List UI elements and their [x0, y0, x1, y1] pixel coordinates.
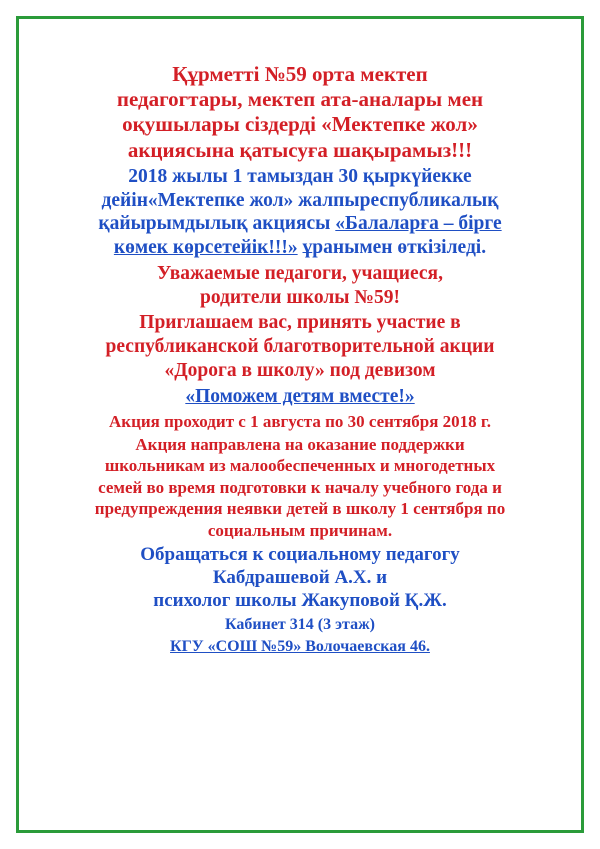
kk-period-line-3-underlined: «Балаларға – бірге	[335, 213, 502, 235]
ru-motto: «Поможем детям вместе!»	[185, 385, 415, 407]
contact-line-3: психолог школы Жакуповой Қ.Ж.	[153, 590, 447, 612]
address-line	[46, 637, 554, 658]
ru-desc-line-4: предупреждения неявки детей в школу 1 сентября по	[94, 499, 506, 519]
kazakh-period-paragraph	[46, 165, 554, 260]
ru-address-line-1: Уважаемые педагоги, учащиеся,	[157, 262, 443, 284]
motto-line	[46, 385, 554, 409]
kk-invite-line-4: акциясына қатысуға шақырамыз!!!	[127, 137, 473, 162]
ru-invite-line-2: республиканской благотворительной акции	[105, 336, 495, 358]
kk-invite-line-2: педагогтары, мектеп ата-аналары мен	[116, 87, 484, 112]
contact-paragraph	[46, 543, 554, 613]
ru-invite-line-1: Приглашаем вас, принять участие в	[139, 312, 461, 334]
kk-period-line-4-underlined: көмек көрсетейік!!!»	[113, 237, 298, 259]
kk-period-line-4	[46, 236, 554, 260]
russian-invitation-paragraph	[46, 311, 554, 382]
kk-period-line-1: 2018 жылы 1 тамыздан 30 қыркүйекке	[128, 165, 472, 187]
kk-period-line-4-plain: ұранымен өткізіледі.	[297, 237, 487, 259]
poster-content	[14, 18, 586, 680]
kk-period-line-2: дейін«Мектепке жол» жалпыреспубликалық	[101, 189, 499, 211]
russian-description-paragraph	[46, 434, 554, 541]
ru-period: Акция проходит с 1 августа по 30 сентября 2018 г.	[109, 411, 491, 431]
russian-period-line	[46, 411, 554, 432]
ru-desc-line-1: Акция направлена на оказание поддержки	[135, 434, 465, 454]
ru-invite-line-3: «Дорога в школу» под девизом	[164, 360, 436, 381]
russian-address-paragraph	[46, 262, 554, 310]
contact-line-1: Обращаться к социальному педагогу	[140, 544, 460, 565]
kk-period-line-3	[46, 212, 554, 236]
ru-address-line-2: родители школы №59!	[200, 286, 400, 308]
contact-line-2: Кабдрашевой А.Х. и	[212, 567, 388, 589]
kk-period-line-3-plain: қайырымдылық акциясы	[98, 213, 336, 235]
ru-desc-line-3: семей во время подготовки к началу учебного года и	[98, 477, 502, 497]
contact-address: КГУ «СОШ №59» Волочаевская 46.	[170, 638, 430, 656]
office-line	[46, 615, 554, 636]
ru-desc-line-2: школьникам из малообеспеченных и многодетных	[104, 456, 496, 476]
kk-invite-line-3: оқушылары сіздерді «Мектепке жол»	[122, 112, 478, 137]
contact-office: Кабинет 314 (3 этаж)	[224, 615, 375, 633]
kazakh-invitation-paragraph	[46, 62, 554, 163]
ru-desc-line-5: социальным причинам.	[207, 520, 393, 540]
kk-invite-line-1: Құрметті №59 орта мектеп	[172, 62, 428, 86]
